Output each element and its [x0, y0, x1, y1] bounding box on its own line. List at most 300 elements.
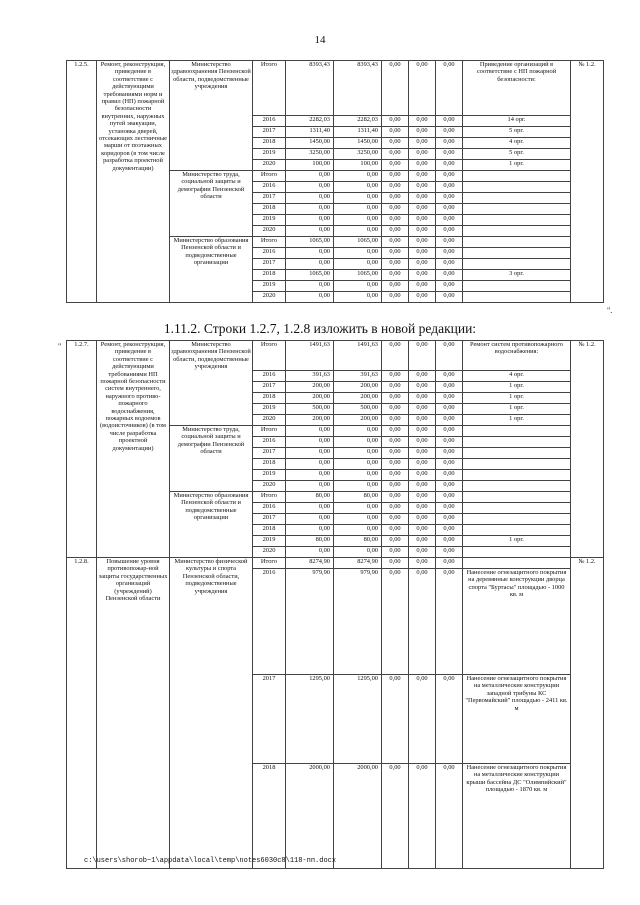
federal-budget-cell: 0,00 — [382, 492, 409, 503]
local-budget-cell: 0,00 — [409, 393, 436, 404]
year-cell: 2018 — [253, 138, 286, 149]
year-cell: 2017 — [253, 675, 286, 764]
local-budget-cell: 0,00 — [409, 127, 436, 138]
federal-budget-cell: 0,00 — [382, 547, 409, 558]
result-cell: 4 орг. — [463, 371, 571, 382]
year-cell: Итого — [253, 492, 286, 503]
other-sources-cell: 0,00 — [436, 215, 463, 226]
indicator-ref-cell: № 1.2. — [571, 61, 604, 303]
year-cell: 2017 — [253, 127, 286, 138]
result-cell: 1 орг. — [463, 160, 571, 171]
measure-name-cell: Ремонт, реконструкция, приведение в соответствие с действующими требованиями норм и правил (НП) пожарной безопасности внутренних, наружных путей эвакуации, установка дверей, отсекающих лестничные марши от поэтажных коридоров (в том числе разработка проектной документации) — [97, 61, 170, 303]
local-budget-cell: 0,00 — [409, 470, 436, 481]
regional-budget-cell: 2000,00 — [334, 764, 382, 869]
other-sources-cell: 0,00 — [436, 558, 463, 569]
result-cell: 4 орг. — [463, 138, 571, 149]
year-cell: 2018 — [253, 204, 286, 215]
indicator-ref-cell: № 1.2. — [571, 558, 604, 869]
total-amount-cell: 391,63 — [286, 371, 334, 382]
result-cell — [463, 558, 571, 569]
federal-budget-cell: 0,00 — [382, 437, 409, 448]
federal-budget-cell: 0,00 — [382, 61, 409, 116]
federal-budget-cell: 0,00 — [382, 237, 409, 248]
result-cell — [463, 481, 571, 492]
regional-budget-cell: 200,00 — [334, 393, 382, 404]
regional-budget-cell: 0,00 — [334, 503, 382, 514]
result-cell: Нанесение огнезащитного покрытия на металлические конструкции западной трибуны КС "Первомайский" площадью - 2411 кв. м — [463, 675, 571, 764]
total-amount-cell: 500,00 — [286, 404, 334, 415]
federal-budget-cell: 0,00 — [382, 182, 409, 193]
other-sources-cell: 0,00 — [436, 470, 463, 481]
total-amount-cell: 2282,03 — [286, 116, 334, 127]
regional-budget-cell: 1295,00 — [334, 675, 382, 764]
federal-budget-cell: 0,00 — [382, 281, 409, 292]
total-amount-cell: 0,00 — [286, 547, 334, 558]
other-sources-cell: 0,00 — [436, 138, 463, 149]
other-sources-cell: 0,00 — [436, 481, 463, 492]
local-budget-cell: 0,00 — [409, 371, 436, 382]
federal-budget-cell: 0,00 — [382, 536, 409, 547]
federal-budget-cell: 0,00 — [382, 138, 409, 149]
federal-budget-cell: 0,00 — [382, 569, 409, 675]
regional-budget-cell: 1491,63 — [334, 341, 382, 371]
year-cell: Итого — [253, 341, 286, 371]
year-cell: 2017 — [253, 193, 286, 204]
regional-budget-cell: 0,00 — [334, 182, 382, 193]
other-sources-cell: 0,00 — [436, 382, 463, 393]
year-cell: 2018 — [253, 393, 286, 404]
regional-budget-cell: 0,00 — [334, 171, 382, 182]
regional-budget-cell: 1311,40 — [334, 127, 382, 138]
result-cell: Ремонт систем противопожарного водоснабжения: — [463, 341, 571, 371]
result-cell: 1 орг. — [463, 415, 571, 426]
regional-budget-cell: 391,63 — [334, 371, 382, 382]
result-cell — [463, 514, 571, 525]
total-amount-cell: 0,00 — [286, 437, 334, 448]
total-amount-cell: 0,00 — [286, 292, 334, 303]
federal-budget-cell: 0,00 — [382, 426, 409, 437]
regional-budget-cell: 0,00 — [334, 514, 382, 525]
other-sources-cell: 0,00 — [436, 404, 463, 415]
year-cell: 2017 — [253, 259, 286, 270]
local-budget-cell: 0,00 — [409, 341, 436, 371]
total-amount-cell: 200,00 — [286, 415, 334, 426]
closing-quote: ". — [607, 306, 613, 315]
result-cell — [463, 470, 571, 481]
other-sources-cell: 0,00 — [436, 182, 463, 193]
result-cell — [463, 171, 571, 182]
federal-budget-cell: 0,00 — [382, 341, 409, 371]
regional-budget-cell: 80,00 — [334, 492, 382, 503]
result-cell — [463, 226, 571, 237]
local-budget-cell: 0,00 — [409, 492, 436, 503]
regional-budget-cell: 0,00 — [334, 448, 382, 459]
result-cell: 5 орг. — [463, 149, 571, 160]
year-cell: Итого — [253, 171, 286, 182]
total-amount-cell: 0,00 — [286, 259, 334, 270]
local-budget-cell: 0,00 — [409, 415, 436, 426]
other-sources-cell: 0,00 — [436, 248, 463, 259]
other-sources-cell: 0,00 — [436, 171, 463, 182]
program-table-part1 — [66, 60, 604, 303]
year-cell: 2019 — [253, 149, 286, 160]
other-sources-cell: 0,00 — [436, 547, 463, 558]
federal-budget-cell: 0,00 — [382, 215, 409, 226]
regional-budget-cell: 0,00 — [334, 226, 382, 237]
other-sources-cell: 0,00 — [436, 764, 463, 869]
other-sources-cell: 0,00 — [436, 536, 463, 547]
other-sources-cell: 0,00 — [436, 503, 463, 514]
total-amount-cell: 0,00 — [286, 193, 334, 204]
local-budget-cell: 0,00 — [409, 569, 436, 675]
other-sources-cell: 0,00 — [436, 448, 463, 459]
total-amount-cell: 8274,90 — [286, 558, 334, 569]
other-sources-cell: 0,00 — [436, 61, 463, 116]
year-cell: 2020 — [253, 292, 286, 303]
local-budget-cell: 0,00 — [409, 514, 436, 525]
federal-budget-cell: 0,00 — [382, 248, 409, 259]
year-cell: 2020 — [253, 415, 286, 426]
other-sources-cell: 0,00 — [436, 237, 463, 248]
regional-budget-cell: 0,00 — [334, 281, 382, 292]
year-cell: 2016 — [253, 116, 286, 127]
regional-budget-cell: 8393,43 — [334, 61, 382, 116]
year-cell: 2016 — [253, 503, 286, 514]
table-row — [67, 341, 604, 371]
total-amount-cell: 0,00 — [286, 514, 334, 525]
local-budget-cell: 0,00 — [409, 675, 436, 764]
local-budget-cell: 0,00 — [409, 237, 436, 248]
year-cell: Итого — [253, 426, 286, 437]
federal-budget-cell: 0,00 — [382, 193, 409, 204]
total-amount-cell: 0,00 — [286, 204, 334, 215]
local-budget-cell: 0,00 — [409, 270, 436, 281]
result-cell: 1 орг. — [463, 393, 571, 404]
year-cell: 2019 — [253, 536, 286, 547]
local-budget-cell: 0,00 — [409, 292, 436, 303]
total-amount-cell: 0,00 — [286, 470, 334, 481]
opening-quote: " — [58, 342, 62, 351]
other-sources-cell: 0,00 — [436, 193, 463, 204]
regional-budget-cell: 8274,90 — [334, 558, 382, 569]
regional-budget-cell: 2282,03 — [334, 116, 382, 127]
regional-budget-cell: 0,00 — [334, 547, 382, 558]
local-budget-cell: 0,00 — [409, 215, 436, 226]
executor-cell: Министерство здравоохранения Пензенской области, подведомственные учреждения — [170, 61, 253, 171]
total-amount-cell: 0,00 — [286, 426, 334, 437]
executor-cell: Министерство труда, социальной защиты и демографии Пензенской области — [170, 171, 253, 237]
other-sources-cell: 0,00 — [436, 514, 463, 525]
result-cell — [463, 437, 571, 448]
result-cell — [463, 448, 571, 459]
year-cell: 2018 — [253, 459, 286, 470]
total-amount-cell: 0,00 — [286, 171, 334, 182]
year-cell: 2016 — [253, 248, 286, 259]
regional-budget-cell: 0,00 — [334, 426, 382, 437]
result-cell — [463, 215, 571, 226]
year-cell: 2018 — [253, 270, 286, 281]
regional-budget-cell: 1065,00 — [334, 237, 382, 248]
regional-budget-cell: 0,00 — [334, 525, 382, 536]
total-amount-cell: 0,00 — [286, 481, 334, 492]
result-cell: 1 орг. — [463, 536, 571, 547]
other-sources-cell: 0,00 — [436, 525, 463, 536]
federal-budget-cell: 0,00 — [382, 160, 409, 171]
other-sources-cell: 0,00 — [436, 226, 463, 237]
other-sources-cell: 0,00 — [436, 415, 463, 426]
local-budget-cell: 0,00 — [409, 764, 436, 869]
executor-cell: Министерство образования Пензенской области и подведомственные организации — [170, 237, 253, 303]
other-sources-cell: 0,00 — [436, 292, 463, 303]
total-amount-cell: 1491,63 — [286, 341, 334, 371]
other-sources-cell: 0,00 — [436, 116, 463, 127]
year-cell: 2017 — [253, 382, 286, 393]
regional-budget-cell: 100,00 — [334, 160, 382, 171]
local-budget-cell: 0,00 — [409, 259, 436, 270]
table-row — [67, 61, 604, 116]
other-sources-cell: 0,00 — [436, 160, 463, 171]
year-cell: 2016 — [253, 182, 286, 193]
regional-budget-cell: 0,00 — [334, 459, 382, 470]
local-budget-cell: 0,00 — [409, 226, 436, 237]
result-cell: 1 орг. — [463, 382, 571, 393]
total-amount-cell: 979,90 — [286, 569, 334, 675]
other-sources-cell: 0,00 — [436, 393, 463, 404]
total-amount-cell: 0,00 — [286, 215, 334, 226]
result-cell — [463, 204, 571, 215]
measure-number-cell: 1.2.5. — [67, 61, 97, 303]
year-cell: 2016 — [253, 371, 286, 382]
local-budget-cell: 0,00 — [409, 426, 436, 437]
local-budget-cell: 0,00 — [409, 536, 436, 547]
local-budget-cell: 0,00 — [409, 503, 436, 514]
other-sources-cell: 0,00 — [436, 149, 463, 160]
local-budget-cell: 0,00 — [409, 437, 436, 448]
regional-budget-cell: 0,00 — [334, 437, 382, 448]
federal-budget-cell: 0,00 — [382, 204, 409, 215]
other-sources-cell: 0,00 — [436, 259, 463, 270]
federal-budget-cell: 0,00 — [382, 371, 409, 382]
total-amount-cell: 200,00 — [286, 382, 334, 393]
total-amount-cell: 0,00 — [286, 182, 334, 193]
local-budget-cell: 0,00 — [409, 281, 436, 292]
year-cell: 2020 — [253, 226, 286, 237]
result-cell — [463, 237, 571, 248]
year-cell: 2019 — [253, 470, 286, 481]
regional-budget-cell: 200,00 — [334, 382, 382, 393]
federal-budget-cell: 0,00 — [382, 292, 409, 303]
federal-budget-cell: 0,00 — [382, 764, 409, 869]
total-amount-cell: 3250,00 — [286, 149, 334, 160]
year-cell: 2019 — [253, 281, 286, 292]
executor-cell: Министерство труда, социальной защиты и демографии Пензенской области — [170, 426, 253, 492]
regional-budget-cell: 200,00 — [334, 415, 382, 426]
year-cell: 2017 — [253, 514, 286, 525]
total-amount-cell: 8393,43 — [286, 61, 334, 116]
total-amount-cell: 1065,00 — [286, 270, 334, 281]
regional-budget-cell: 0,00 — [334, 470, 382, 481]
regional-budget-cell: 0,00 — [334, 193, 382, 204]
federal-budget-cell: 0,00 — [382, 558, 409, 569]
local-budget-cell: 0,00 — [409, 547, 436, 558]
result-cell — [463, 281, 571, 292]
total-amount-cell: 80,00 — [286, 536, 334, 547]
local-budget-cell: 0,00 — [409, 193, 436, 204]
measure-name-cell: Повышение уровня противопожар-ной защиты государственных организаций (учреждений) Пензенской области — [97, 558, 170, 869]
year-cell: 2016 — [253, 569, 286, 675]
total-amount-cell: 100,00 — [286, 160, 334, 171]
total-amount-cell: 0,00 — [286, 525, 334, 536]
regional-budget-cell: 0,00 — [334, 292, 382, 303]
federal-budget-cell: 0,00 — [382, 116, 409, 127]
federal-budget-cell: 0,00 — [382, 481, 409, 492]
other-sources-cell: 0,00 — [436, 459, 463, 470]
local-budget-cell: 0,00 — [409, 160, 436, 171]
other-sources-cell: 0,00 — [436, 127, 463, 138]
file-path-footer: c:\users\shorob~1\appdata\local\temp\notes6030c8\118-пп.docx — [84, 857, 337, 865]
executor-cell: Министерство здравоохранения Пензенской области, подведомственные учреждения — [170, 341, 253, 426]
local-budget-cell: 0,00 — [409, 248, 436, 259]
result-cell — [463, 547, 571, 558]
year-cell: Итого — [253, 558, 286, 569]
total-amount-cell: 0,00 — [286, 281, 334, 292]
federal-budget-cell: 0,00 — [382, 470, 409, 481]
total-amount-cell: 0,00 — [286, 226, 334, 237]
other-sources-cell: 0,00 — [436, 675, 463, 764]
regional-budget-cell: 80,00 — [334, 536, 382, 547]
local-budget-cell: 0,00 — [409, 382, 436, 393]
regional-budget-cell: 0,00 — [334, 259, 382, 270]
other-sources-cell: 0,00 — [436, 270, 463, 281]
federal-budget-cell: 0,00 — [382, 448, 409, 459]
other-sources-cell: 0,00 — [436, 341, 463, 371]
result-cell: Нанесение огнезащитного покрытия на металлические конструкции крыши бассейна ДС "Олимпийский" площадью - 1870 кв. м — [463, 764, 571, 869]
result-cell: 5 орг. — [463, 127, 571, 138]
local-budget-cell: 0,00 — [409, 481, 436, 492]
result-cell — [463, 459, 571, 470]
federal-budget-cell: 0,00 — [382, 382, 409, 393]
total-amount-cell: 1295,00 — [286, 675, 334, 764]
result-cell — [463, 248, 571, 259]
local-budget-cell: 0,00 — [409, 204, 436, 215]
indicator-ref-cell: № 1.2. — [571, 341, 604, 558]
total-amount-cell: 0,00 — [286, 248, 334, 259]
regional-budget-cell: 0,00 — [334, 215, 382, 226]
measure-number-cell: 1.2.7. — [67, 341, 97, 558]
result-cell: Нанесение огнезащитного покрытия на деревянные конструкции дворца спорта "Буртасы" площадью - 1000 кв. м — [463, 569, 571, 675]
federal-budget-cell: 0,00 — [382, 525, 409, 536]
federal-budget-cell: 0,00 — [382, 127, 409, 138]
result-cell: Приведение организаций в соответствие с НП пожарной безопасности: — [463, 61, 571, 116]
other-sources-cell: 0,00 — [436, 437, 463, 448]
regional-budget-cell: 0,00 — [334, 248, 382, 259]
year-cell: 2020 — [253, 481, 286, 492]
total-amount-cell: 1065,00 — [286, 237, 334, 248]
year-cell: 2016 — [253, 437, 286, 448]
regional-budget-cell: 0,00 — [334, 204, 382, 215]
year-cell: 2018 — [253, 764, 286, 869]
result-cell — [463, 503, 571, 514]
year-cell: 2020 — [253, 547, 286, 558]
local-budget-cell: 0,00 — [409, 182, 436, 193]
table-row — [67, 558, 604, 569]
local-budget-cell: 0,00 — [409, 138, 436, 149]
local-budget-cell: 0,00 — [409, 171, 436, 182]
regional-budget-cell: 500,00 — [334, 404, 382, 415]
result-cell — [463, 292, 571, 303]
total-amount-cell: 0,00 — [286, 503, 334, 514]
result-cell: 14 орг. — [463, 116, 571, 127]
local-budget-cell: 0,00 — [409, 61, 436, 116]
federal-budget-cell: 0,00 — [382, 259, 409, 270]
total-amount-cell: 0,00 — [286, 448, 334, 459]
other-sources-cell: 0,00 — [436, 426, 463, 437]
federal-budget-cell: 0,00 — [382, 514, 409, 525]
federal-budget-cell: 0,00 — [382, 149, 409, 160]
other-sources-cell: 0,00 — [436, 204, 463, 215]
federal-budget-cell: 0,00 — [382, 404, 409, 415]
year-cell: 2019 — [253, 215, 286, 226]
program-table-part2 — [66, 340, 604, 869]
year-cell: Итого — [253, 61, 286, 116]
federal-budget-cell: 0,00 — [382, 459, 409, 470]
other-sources-cell: 0,00 — [436, 492, 463, 503]
total-amount-cell: 200,00 — [286, 393, 334, 404]
page-number: 14 — [314, 34, 326, 46]
year-cell: 2017 — [253, 448, 286, 459]
total-amount-cell: 1311,40 — [286, 127, 334, 138]
result-cell — [463, 259, 571, 270]
year-cell: 2020 — [253, 160, 286, 171]
regional-budget-cell: 1065,00 — [334, 270, 382, 281]
result-cell — [463, 182, 571, 193]
federal-budget-cell: 0,00 — [382, 393, 409, 404]
total-amount-cell: 2000,00 — [286, 764, 334, 869]
other-sources-cell: 0,00 — [436, 371, 463, 382]
local-budget-cell: 0,00 — [409, 448, 436, 459]
regional-budget-cell: 0,00 — [334, 481, 382, 492]
total-amount-cell: 0,00 — [286, 459, 334, 470]
measure-name-cell: Ремонт, реконструкция, приведение в соответствие с действующими требованиями НП пожарной безопасности систем внутреннего, наружного противо-пожарного водоснабжения, пожарных водоемов (водоисточников) (в том числе разработка проектной документации) — [97, 341, 170, 558]
regional-budget-cell: 979,90 — [334, 569, 382, 675]
executor-cell: Министерство образования Пензенской области и подведомственные организации — [170, 492, 253, 558]
federal-budget-cell: 0,00 — [382, 675, 409, 764]
measure-number-cell: 1.2.8. — [67, 558, 97, 869]
regional-budget-cell: 1450,00 — [334, 138, 382, 149]
local-budget-cell: 0,00 — [409, 459, 436, 470]
result-cell: 3 орг. — [463, 270, 571, 281]
local-budget-cell: 0,00 — [409, 149, 436, 160]
result-cell: 1 орг. — [463, 404, 571, 415]
year-cell: 2018 — [253, 525, 286, 536]
federal-budget-cell: 0,00 — [382, 270, 409, 281]
section-heading: 1.11.2. Строки 1.2.7, 1.2.8 изложить в новой редакции: — [163, 321, 477, 336]
local-budget-cell: 0,00 — [409, 116, 436, 127]
federal-budget-cell: 0,00 — [382, 171, 409, 182]
total-amount-cell: 1450,00 — [286, 138, 334, 149]
year-cell: Итого — [253, 237, 286, 248]
total-amount-cell: 80,00 — [286, 492, 334, 503]
federal-budget-cell: 0,00 — [382, 415, 409, 426]
other-sources-cell: 0,00 — [436, 569, 463, 675]
result-cell — [463, 426, 571, 437]
federal-budget-cell: 0,00 — [382, 503, 409, 514]
federal-budget-cell: 0,00 — [382, 226, 409, 237]
local-budget-cell: 0,00 — [409, 525, 436, 536]
year-cell: 2019 — [253, 404, 286, 415]
regional-budget-cell: 3250,00 — [334, 149, 382, 160]
executor-cell: Министерство физической культуры и спорта Пензенской области, подведомственные учреждения — [170, 558, 253, 869]
